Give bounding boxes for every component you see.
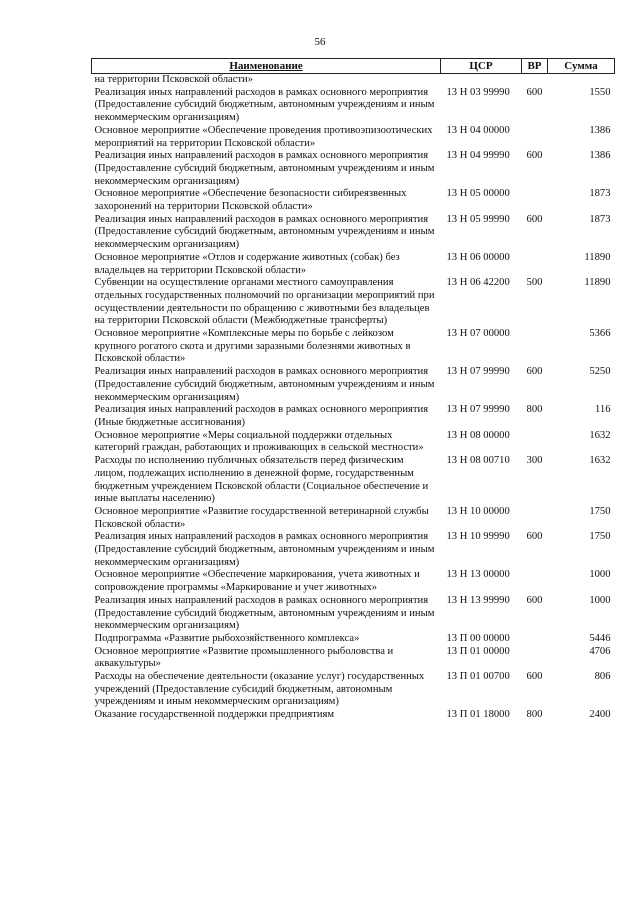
- table-row: [92, 188, 615, 213]
- vr-cell: 500: [526, 277, 543, 289]
- vr-cell: 600: [526, 86, 543, 98]
- name-cell: Основное мероприятие «Развитие промышленного рыболовства и аквакультуры»: [94, 645, 394, 670]
- csr-cell: 13 Н 08 00710: [446, 455, 510, 467]
- name-cell: Реализация иных направлений расходов в рамках основного мероприятия (Предоставление субсидий бюджетным, автономным учреждениям и иным некоммерческим организациям): [94, 594, 435, 632]
- sum-cell: [548, 74, 615, 87]
- sum-cell: 1873: [589, 188, 611, 200]
- table-row: [92, 595, 615, 633]
- sum-cell: 1750: [589, 505, 611, 517]
- sum-cell: 1632: [589, 455, 611, 467]
- name-cell: Реализация иных направлений расходов в рамках основного мероприятия (Предоставление субсидий бюджетным, автономным учреждениям и иным некоммерческим организациям): [94, 366, 435, 403]
- csr-cell: 13 П 01 18000: [446, 709, 510, 721]
- name-cell: Подпрограмма «Развитие рыбохозяйственного комплекса»: [94, 632, 360, 644]
- vr-cell: 600: [526, 213, 543, 225]
- vr-cell: 800: [526, 709, 543, 721]
- table-row: [92, 150, 615, 188]
- sum-cell: 5250: [589, 366, 611, 378]
- table-row: [92, 214, 615, 252]
- csr-cell: 13 Н 05 99990: [446, 213, 510, 225]
- vr-cell: [522, 506, 548, 531]
- name-cell: Реализация иных направлений расходов в рамках основного мероприятия (Предоставление субсидий бюджетным, автономным учреждениям и иным некоммерческим организациям): [94, 150, 435, 187]
- table-row: [92, 633, 615, 646]
- table-row: [92, 404, 615, 429]
- table-row: [92, 455, 615, 506]
- column-header-sum: Сумма: [548, 59, 615, 74]
- table-row: [92, 366, 615, 404]
- vr-cell: [522, 633, 548, 646]
- sum-cell: 1750: [589, 531, 611, 543]
- name-cell: Основное мероприятие «Отлов и содержание животных (собак) без владельцев на территории Псковской области»: [94, 251, 400, 276]
- csr-cell: 13 П 01 00000: [446, 645, 510, 657]
- csr-cell: 13 Н 05 00000: [446, 188, 510, 200]
- sum-cell: 5366: [589, 328, 611, 340]
- table-row: [92, 506, 615, 531]
- table-row: [92, 709, 615, 722]
- sum-cell: 1873: [589, 213, 611, 225]
- vr-cell: [522, 569, 548, 594]
- sum-cell: 5446: [589, 632, 611, 644]
- sum-cell: 11890: [584, 251, 611, 263]
- csr-cell: 13 Н 10 00000: [446, 505, 510, 517]
- name-cell: Реализация иных направлений расходов в рамках основного мероприятия (Предоставление субсидий бюджетным, автономным учреждениям и иным некоммерческим организациям): [94, 213, 435, 251]
- csr-cell: 13 Н 03 99990: [446, 86, 510, 98]
- table-row: [92, 531, 615, 569]
- csr-cell: 13 П 01 00700: [446, 671, 510, 683]
- table-row: [92, 125, 615, 150]
- vr-cell: [522, 125, 548, 150]
- sum-cell: 1632: [589, 429, 611, 441]
- vr-cell: [522, 188, 548, 213]
- csr-cell: 13 Н 13 00000: [446, 569, 510, 581]
- vr-cell: [522, 74, 548, 87]
- name-cell: Основное мероприятие «Меры социальной поддержки отдельных категорий граждан, работающих и проживающих в сельской местности»: [94, 429, 424, 454]
- name-cell: Расходы по исполнению публичных обязательств перед физическим лицом, подлежащих исполнению в денежной форме, государственным бюджетным учреждением Псковской области (Социальное обеспечение и иные выплаты населению): [94, 455, 429, 505]
- csr-cell: 13 Н 06 00000: [446, 251, 510, 263]
- sum-cell: 806: [594, 671, 611, 683]
- csr-cell: 13 Н 06 42200: [446, 277, 510, 289]
- vr-cell: 600: [526, 531, 543, 543]
- name-cell: Субвенции на осуществление органами местного самоуправления отдельных государственных полномочий по организации мероприятий при осуществлении деятельности по обращению с животными без владельцев на территории Псковской области (Межбюджетные трансферты): [94, 277, 435, 327]
- sum-cell: 1386: [589, 150, 611, 162]
- name-cell: Реализация иных направлений расходов в рамках основного мероприятия (Предоставление субсидий бюджетным, автономным учреждениям и иным некоммерческим организациям): [94, 531, 435, 568]
- name-cell: Оказание государственной поддержки предприятиям: [94, 709, 335, 721]
- csr-cell: 13 Н 13 99990: [446, 594, 510, 606]
- table-row: [92, 252, 615, 277]
- csr-cell: 13 П 00 00000: [446, 632, 510, 644]
- vr-cell: 800: [526, 404, 543, 416]
- name-cell: на территории Псковской области»: [94, 74, 254, 85]
- name-cell: Основное мероприятие «Обеспечение проведения противоэпизоотических мероприятий на территории Псковской области»: [94, 124, 433, 149]
- csr-cell: 13 Н 08 00000: [446, 429, 510, 441]
- vr-cell: 600: [526, 366, 543, 378]
- vr-cell: [522, 328, 548, 366]
- vr-cell: 600: [526, 150, 543, 162]
- vr-cell: 300: [526, 455, 543, 467]
- table-row: [92, 87, 615, 125]
- table-row: [92, 671, 615, 709]
- column-header-vr: ВР: [522, 59, 548, 74]
- sum-cell: 1000: [589, 594, 611, 606]
- name-cell: Основное мероприятие «Развитие государственной ветеринарной службы Псковской области»: [94, 505, 429, 530]
- table-row: [92, 74, 615, 87]
- table-header: [92, 59, 615, 74]
- csr-cell: 13 Н 04 00000: [446, 124, 510, 136]
- column-header-csr: ЦСР: [441, 59, 522, 74]
- table-row: [92, 646, 615, 671]
- sum-cell: 116: [595, 404, 611, 416]
- table-row: [92, 430, 615, 455]
- budget-table: [91, 58, 615, 722]
- name-cell: Реализация иных направлений расходов в рамках основного мероприятия (Иные бюджетные ассигнования): [94, 404, 429, 428]
- name-cell: Расходы на обеспечение деятельности (оказание услуг) государственных учреждений (Предоставление субсидий бюджетным, автономным учреждениям и иным некоммерческим организациям): [94, 671, 425, 708]
- vr-cell: 600: [526, 671, 543, 683]
- sum-cell: 11890: [584, 277, 611, 289]
- csr-cell: [441, 74, 522, 87]
- table-body: [92, 74, 615, 722]
- csr-cell: 13 Н 07 00000: [446, 328, 510, 340]
- table-row: [92, 277, 615, 328]
- vr-cell: [522, 430, 548, 455]
- csr-cell: 13 Н 10 99990: [446, 531, 510, 543]
- vr-cell: [522, 252, 548, 277]
- csr-cell: 13 Н 04 99990: [446, 150, 510, 162]
- csr-cell: 13 Н 07 99990: [446, 366, 510, 378]
- vr-cell: [522, 646, 548, 671]
- sum-cell: 2400: [589, 709, 611, 721]
- csr-cell: 13 Н 07 99990: [446, 404, 510, 416]
- vr-cell: 600: [526, 594, 543, 606]
- name-cell: Основное мероприятие «Обеспечение маркирования, учета животных и сопровождение программы «Маркирование и учет животных»: [94, 569, 420, 594]
- page-number: 56: [314, 36, 326, 48]
- name-cell: Основное мероприятие «Обеспечение безопасности сибиреязвенных захоронений на территории Псковской области»: [94, 188, 407, 213]
- column-header-name: Наименование: [92, 59, 441, 74]
- sum-cell: 1386: [589, 124, 611, 136]
- table-row: [92, 328, 615, 366]
- table-row: [92, 569, 615, 594]
- sum-cell: 1000: [589, 569, 611, 581]
- sum-cell: 1550: [589, 86, 611, 98]
- name-cell: Основное мероприятие «Комплексные меры по борьбе с лейкозом крупного рогатого скота и другими заразными болезнями животных в Псковской области»: [94, 328, 411, 365]
- name-cell: Реализация иных направлений расходов в рамках основного мероприятия (Предоставление субсидий бюджетным, автономным учреждениям и иным некоммерческим организациям): [94, 86, 435, 124]
- sum-cell: 4706: [589, 645, 611, 657]
